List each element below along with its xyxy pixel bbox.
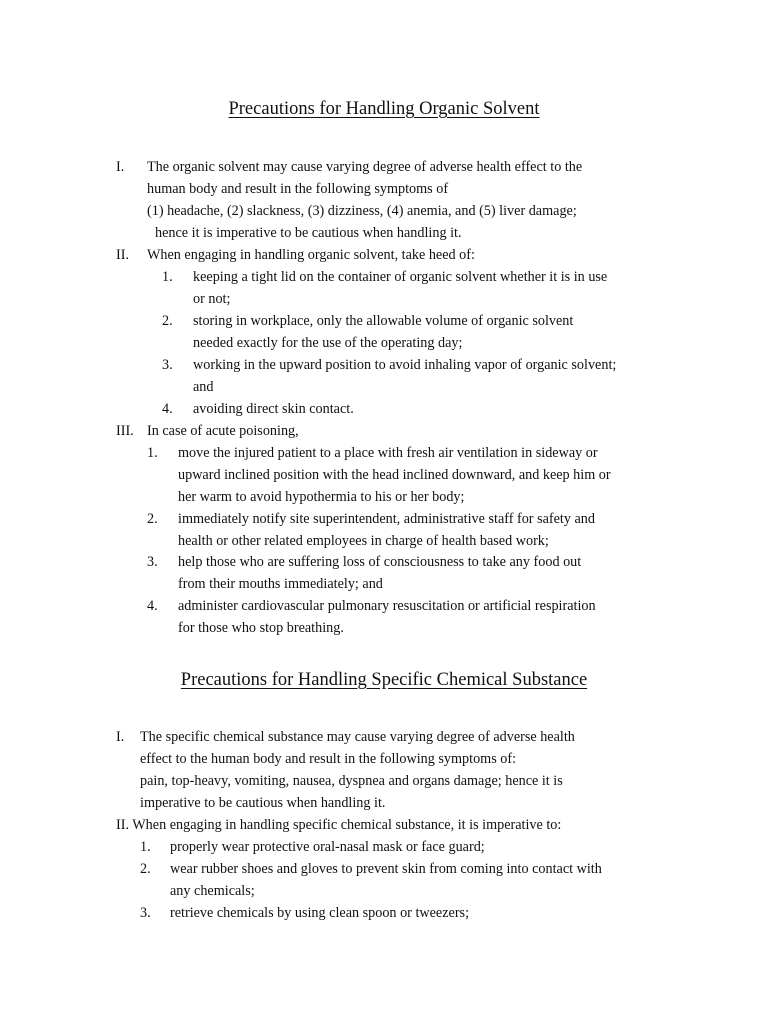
list-item-line: health or other related employees in charge of health based work; [178,533,549,549]
list-item-number: 1. [140,839,151,855]
section2-ii-text: II. When engaging in handling specific chemical substance, it is imperative to: [116,817,562,833]
list-item-line: move the injured patient to a place with fresh air ventilation in sideway or [178,445,598,461]
section1-iii-text: In case of acute poisoning, [147,423,299,439]
list-item-number: 1. [162,269,173,285]
list-item-number: 3. [147,554,158,570]
list-item-number: 2. [140,861,151,877]
list-item-line: avoiding direct skin contact. [193,401,354,417]
list-item-line: needed exactly for the use of the operating day; [193,335,463,351]
list-item-line: properly wear protective oral-nasal mask or face guard; [170,839,485,855]
list-item-line: working in the upward position to avoid inhaling vapor of organic solvent; [193,357,617,373]
section1-i-line: human body and result in the following symptoms of [147,181,449,197]
list-item-line: administer cardiovascular pulmonary resuscitation or artificial respiration [178,598,596,614]
list-item-number: 1. [147,445,158,461]
section1-i-line: hence it is imperative to be cautious when handling it. [155,225,462,241]
list-item-line: from their mouths immediately; and [178,576,383,592]
list-item-line: immediately notify site superintendent, administrative staff for safety and [178,511,595,527]
list-item-number: 3. [162,357,173,373]
section2-i-line: imperative to be cautious when handling it. [140,795,386,811]
section-title-organic-solvent: Precautions for Handling Organic Solvent [228,99,540,119]
section2-i-number: I. [116,729,125,745]
section1-iii-number: III. [116,423,134,439]
list-item-line: help those who are suffering loss of consciousness to take any food out [178,554,582,570]
list-item-line: wear rubber shoes and gloves to prevent skin from coming into contact with [170,861,602,877]
list-item-number: 3. [140,905,151,921]
list-item-line: any chemicals; [170,883,255,899]
list-item-line: and [193,379,214,395]
list-item-line: upward inclined position with the head inclined downward, and keep him or [178,467,611,483]
list-item-line: or not; [193,291,231,307]
section2-i-line: The specific chemical substance may cause varying degree of adverse health [140,729,575,745]
list-item-line: her warm to avoid hypothermia to his or her body; [178,489,465,505]
section-title-chemical-substance: Precautions for Handling Specific Chemical Substance [180,670,588,690]
section2-i-line: effect to the human body and result in the following symptoms of: [140,751,517,767]
list-item-number: 2. [147,511,158,527]
list-item-line: retrieve chemicals by using clean spoon or tweezers; [170,905,470,921]
section2-i-line: pain, top-heavy, vomiting, nausea, dyspnea and organs damage; hence it is [140,773,563,789]
section1-i-line: The organic solvent may cause varying degree of adverse health effect to the [147,159,583,175]
section1-i-number: I. [116,159,125,175]
section1-i-line: (1) headache, (2) slackness, (3) dizziness, (4) anemia, and (5) liver damage; [147,203,577,219]
section1-ii-number: II. [116,247,129,263]
list-item-number: 2. [162,313,173,329]
list-item-number: 4. [147,598,158,614]
list-item-line: storing in workplace, only the allowable volume of organic solvent [193,313,574,329]
list-item-line: keeping a tight lid on the container of organic solvent whether it is in use [193,269,608,285]
section1-ii-text: When engaging in handling organic solvent, take heed of: [147,247,475,263]
list-item-number: 4. [162,401,173,417]
list-item-line: for those who stop breathing. [178,620,344,636]
